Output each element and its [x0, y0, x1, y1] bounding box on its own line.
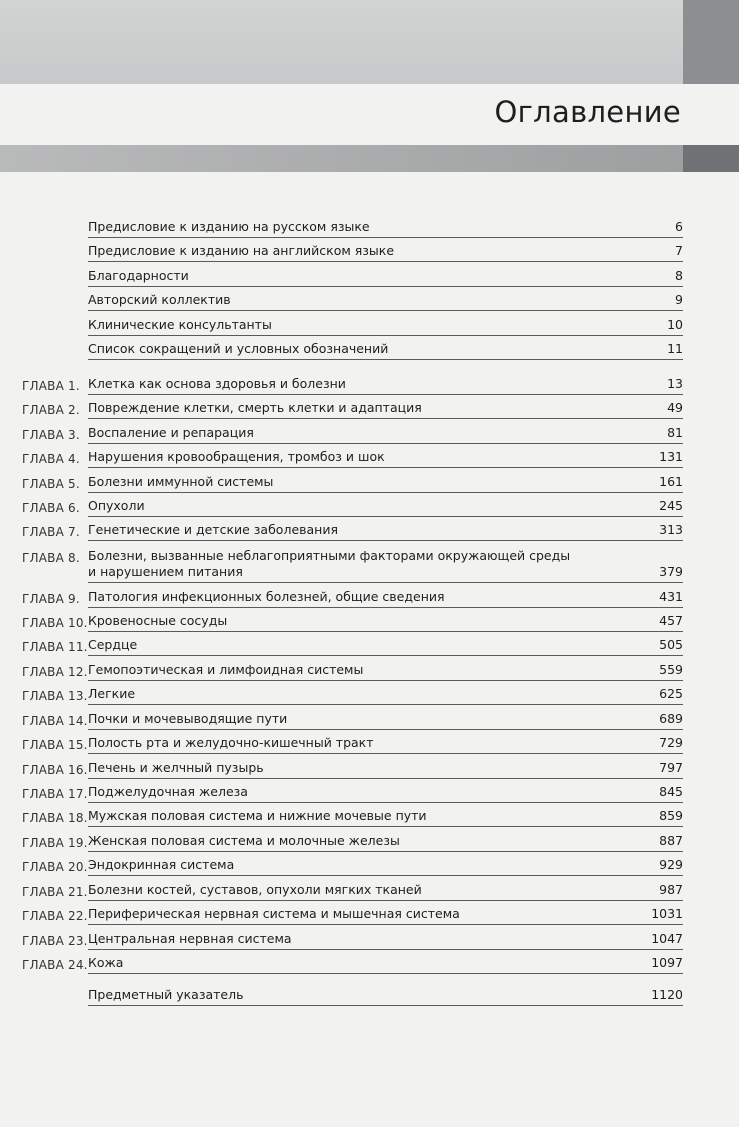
header-band [0, 0, 683, 84]
toc-entry[interactable] [0, 336, 739, 360]
toc-entry[interactable] [0, 632, 739, 656]
entry-page-number: 431 [659, 589, 683, 604]
chapter-number: ГЛАВА 17. [22, 787, 88, 801]
entry-page-number: 859 [659, 808, 683, 823]
toc-entry-line [88, 882, 683, 901]
entry-page-number: 81 [667, 425, 683, 440]
toc-entry-line [88, 857, 683, 876]
entry-page-number: 131 [659, 449, 683, 464]
entry-page-number: 987 [659, 882, 683, 897]
entry-title: Опухоли [88, 498, 145, 513]
toc-entry[interactable] [0, 420, 739, 444]
toc-entry[interactable] [0, 444, 739, 468]
entry-title: Поджелудочная железа [88, 784, 248, 799]
chapter-number: ГЛАВА 2. [22, 403, 80, 417]
entry-title: Воспаление и репарация [88, 425, 254, 440]
toc-entry-line [88, 219, 683, 238]
toc-entry[interactable] [0, 779, 739, 803]
entry-page-number: 161 [659, 474, 683, 489]
chapter-number: ГЛАВА 8. [22, 551, 80, 565]
entry-title: Нарушения кровообращения, тромбоз и шок [88, 449, 385, 464]
entry-page-number: 887 [659, 833, 683, 848]
entry-title-line1: Болезни, вызванные неблагоприятными факторами окружающей среды [88, 548, 571, 563]
entry-title: Мужская половая система и нижние мочевые пути [88, 808, 427, 823]
entry-title: Авторский коллектив [88, 292, 231, 307]
chapter-number: ГЛАВА 22. [22, 909, 88, 923]
entry-title: Центральная нервная система [88, 931, 292, 946]
toc-entry-line [88, 735, 683, 754]
toc-entry-line [88, 400, 683, 419]
entry-page-number: 1047 [651, 931, 683, 946]
toc-entry[interactable] [0, 517, 739, 541]
entry-page-number: 457 [659, 613, 683, 628]
entry-page-number: 505 [659, 637, 683, 652]
toc-entry-line [88, 833, 683, 852]
toc-entry[interactable] [0, 950, 739, 974]
chapter-number: ГЛАВА 10. [22, 616, 88, 630]
toc-entry[interactable] [0, 901, 739, 925]
toc-entry[interactable] [0, 238, 739, 262]
entry-title: Патология инфекционных болезней, общие сведения [88, 589, 445, 604]
toc-entry-line [88, 548, 683, 583]
entry-title: Список сокращений и условных обозначений [88, 341, 389, 356]
entry-title: Благодарности [88, 268, 189, 283]
entry-title: Периферическая нервная система и мышечная система [88, 906, 460, 921]
entry-title: Клетка как основа здоровья и болезни [88, 376, 346, 391]
chapter-number: ГЛАВА 5. [22, 477, 80, 491]
chapter-number: ГЛАВА 13. [22, 689, 88, 703]
toc-entry-line [88, 711, 683, 730]
toc-entry[interactable] [0, 371, 739, 395]
toc-entry[interactable] [0, 584, 739, 608]
chapter-number: ГЛАВА 19. [22, 836, 88, 850]
toc-entry-line [88, 425, 683, 444]
toc-entry[interactable] [0, 608, 739, 632]
toc-entry[interactable] [0, 803, 739, 827]
entry-title: Полость рта и желудочно-кишечный тракт [88, 735, 374, 750]
chapter-number: ГЛАВА 3. [22, 428, 80, 442]
entry-page-number: 559 [659, 662, 683, 677]
toc-entry-line [88, 243, 683, 262]
entry-title: Клинические консультанты [88, 317, 272, 332]
toc-entry-line [88, 613, 683, 632]
toc-entry-line [88, 376, 683, 395]
entry-title: Генетические и детские заболевания [88, 522, 338, 537]
entry-title: Предметный указатель [88, 987, 244, 1002]
toc-entry[interactable] [0, 730, 739, 754]
chapter-number: ГЛАВА 20. [22, 860, 88, 874]
toc-entry-line [88, 474, 683, 493]
toc-entry-line [88, 268, 683, 287]
title-band [0, 145, 683, 172]
entry-page-number: 11 [667, 341, 683, 356]
entry-title: Женская половая система и молочные железы [88, 833, 400, 848]
toc-entry[interactable] [0, 493, 739, 517]
chapter-number: ГЛАВА 12. [22, 665, 88, 679]
entry-page-number: 929 [659, 857, 683, 872]
toc-entry[interactable] [0, 755, 739, 779]
toc-entry[interactable] [0, 828, 739, 852]
page-title: Оглавление [494, 95, 681, 129]
toc-entry-line [88, 760, 683, 779]
toc-entry[interactable] [0, 681, 739, 705]
toc-entry[interactable] [0, 395, 739, 419]
toc-entry[interactable] [0, 543, 739, 583]
toc-entry[interactable] [0, 877, 739, 901]
entry-page-number: 797 [659, 760, 683, 775]
chapter-number: ГЛАВА 6. [22, 501, 80, 515]
chapter-number: ГЛАВА 7. [22, 525, 80, 539]
entry-title: Болезни костей, суставов, опухоли мягких тканей [88, 882, 422, 897]
chapter-number: ГЛАВА 21. [22, 885, 88, 899]
toc-entry-line [88, 662, 683, 681]
toc-entry[interactable] [0, 263, 739, 287]
entry-page-number: 1031 [651, 906, 683, 921]
entry-page-number: 7 [675, 243, 683, 258]
entry-title: Предисловие к изданию на английском языке [88, 243, 395, 258]
toc-entry[interactable] [0, 926, 739, 950]
entry-title: Гемопоэтическая и лимфоидная системы [88, 662, 364, 677]
toc-entry[interactable] [0, 706, 739, 730]
entry-page-number: 729 [659, 735, 683, 750]
toc-entry-line [88, 498, 683, 517]
entry-page-number: 379 [659, 564, 683, 579]
chapter-number: ГЛАВА 24. [22, 958, 88, 972]
entry-title: Эндокринная система [88, 857, 235, 872]
title-band-accent [683, 145, 739, 172]
entry-page-number: 689 [659, 711, 683, 726]
toc-entry-line [88, 686, 683, 705]
entry-page-number: 9 [675, 292, 683, 307]
entry-page-number: 1097 [651, 955, 683, 970]
entry-title: Почки и мочевыводящие пути [88, 711, 288, 726]
chapter-number: ГЛАВА 1. [22, 379, 80, 393]
toc-entry-line [88, 987, 683, 1006]
chapter-number: ГЛАВА 18. [22, 811, 88, 825]
entry-title: Болезни иммунной системы [88, 474, 274, 489]
toc-entry[interactable] [0, 982, 739, 1006]
toc-entry-line [88, 317, 683, 336]
entry-page-number: 49 [667, 400, 683, 415]
chapter-number: ГЛАВА 9. [22, 592, 80, 606]
entry-page-number: 1120 [651, 987, 683, 1002]
toc-entry[interactable] [0, 287, 739, 311]
toc-entry-line [88, 522, 683, 541]
entry-page-number: 245 [659, 498, 683, 513]
toc-entry-line [88, 292, 683, 311]
toc-entry-line [88, 589, 683, 608]
entry-page-number: 313 [659, 522, 683, 537]
toc-entry[interactable] [0, 852, 739, 876]
entry-page-number: 10 [667, 317, 683, 332]
toc-entry-line [88, 808, 683, 827]
entry-page-number: 13 [667, 376, 683, 391]
entry-page-number: 8 [675, 268, 683, 283]
entry-page-number: 625 [659, 686, 683, 701]
entry-title [88, 548, 570, 580]
entry-title-line2: и нарушением питания [88, 564, 243, 579]
toc-entry-line [88, 341, 683, 360]
toc-entry-line [88, 637, 683, 656]
entry-page-number: 845 [659, 784, 683, 799]
chapter-number: ГЛАВА 15. [22, 738, 88, 752]
entry-title: Повреждение клетки, смерть клетки и адаптация [88, 400, 422, 415]
entry-title: Кровеносные сосуды [88, 613, 228, 628]
toc-entry[interactable] [0, 469, 739, 493]
toc-entry-line [88, 784, 683, 803]
toc-entry[interactable] [0, 214, 739, 238]
chapter-number: ГЛАВА 16. [22, 763, 88, 777]
toc-entry-line [88, 955, 683, 974]
toc-entry[interactable] [0, 657, 739, 681]
entry-title: Печень и желчный пузырь [88, 760, 264, 775]
chapter-number: ГЛАВА 4. [22, 452, 80, 466]
toc-entry-line [88, 906, 683, 925]
chapter-number: ГЛАВА 14. [22, 714, 88, 728]
chapter-number: ГЛАВА 11. [22, 640, 88, 654]
toc-entry[interactable] [0, 312, 739, 336]
chapter-number: ГЛАВА 23. [22, 934, 88, 948]
entry-page-number: 6 [675, 219, 683, 234]
entry-title: Сердце [88, 637, 138, 652]
toc-entry-line [88, 931, 683, 950]
entry-title: Легкие [88, 686, 136, 701]
header-band-accent [683, 0, 739, 84]
toc-entry-line [88, 449, 683, 468]
entry-title: Предисловие к изданию на русском языке [88, 219, 370, 234]
entry-title: Кожа [88, 955, 124, 970]
